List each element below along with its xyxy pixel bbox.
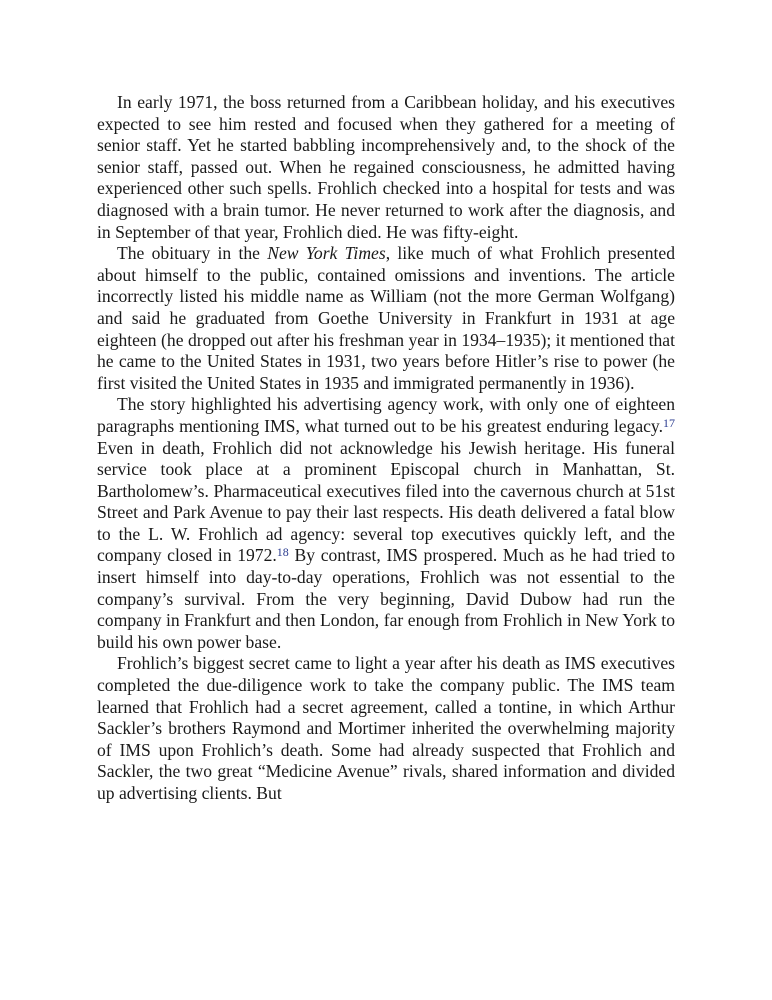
footnote-ref-17[interactable]: 17 [663,415,675,430]
paragraph-3-part2: Even in death, Frohlich did not acknowledge his Jewish heritage. His funeral service took place at a prominent Episcopal church in Manhattan, St. Bartholomew’s. Pharmaceutical executives filed into the cavernous church at 51st Street and Park Avenue to pay their last respects. His death delivered a fatal blow to the L. W. Frohlich ad agency: several top executives quickly left, and the company closed in 1972. [97,437,675,566]
paragraph-2-before: The obituary in the [117,243,268,264]
paragraph-4: Frohlich’s biggest secret came to light a year after his death as IMS executives completed the due-diligence work to take the company public. The IMS team learned that Frohlich had a secret agreement, called a tontine, in which Arthur Sackler’s brothers Raymond and Mortimer inherited the overwhelming majority of IMS upon Frohlich’s death. Some had already suspected that Frohlich and Sackler, the two great “Medicine Avenue” rivals, shared information and divided up advertising clients. But [97,653,675,803]
paragraph-2-after: , like much of what Frohlich presented about himself to the public, contained omissions and inventions. The article incorrectly listed his middle name as William (not the more German Wolfgang) and said he graduated from Goethe University in Frankfurt in 1931 at age eighteen (he dropped out after his freshman year in 1934–1935); it mentioned that he came to the United States in 1931, two years before Hitler’s rise to power (he first visited the United States in 1935 and immigrated permanently in 1936). [97,243,675,393]
paragraph-3 [97,394,675,653]
footnote-ref-18[interactable]: 18 [276,545,289,560]
newspaper-title: New York Times [267,243,386,264]
page-body [97,92,675,805]
paragraph-1: In early 1971, the boss returned from a Caribbean holiday, and his executives expected to see him rested and focused when they gathered for a meeting of senior staff. Yet he started babbling incomprehensively and, to the shock of the senior staff, passed out. When he regained consciousness, he admitted having experienced other such spells. Frohlich checked into a hospital for tests and was diagnosed with a brain tumor. He never returned to work after the diagnosis, and in September of that year, Frohlich died. He was fifty-eight. [97,92,675,242]
paragraph-2 [97,243,675,394]
paragraph-3-part1: The story highlighted his advertising agency work, with only one of eighteen paragraphs mentioning IMS, what turned out to be his greatest enduring legacy. [97,394,675,436]
paragraph-3-part3: By contrast, IMS prospered. Much as he had tried to insert himself into day-to-day operations, Frohlich was not essential to the company’s survival. From the very beginning, David Dubow had run the company in Frankfurt and then London, far enough from Frohlich in New York to build his own power base. [97,545,675,652]
